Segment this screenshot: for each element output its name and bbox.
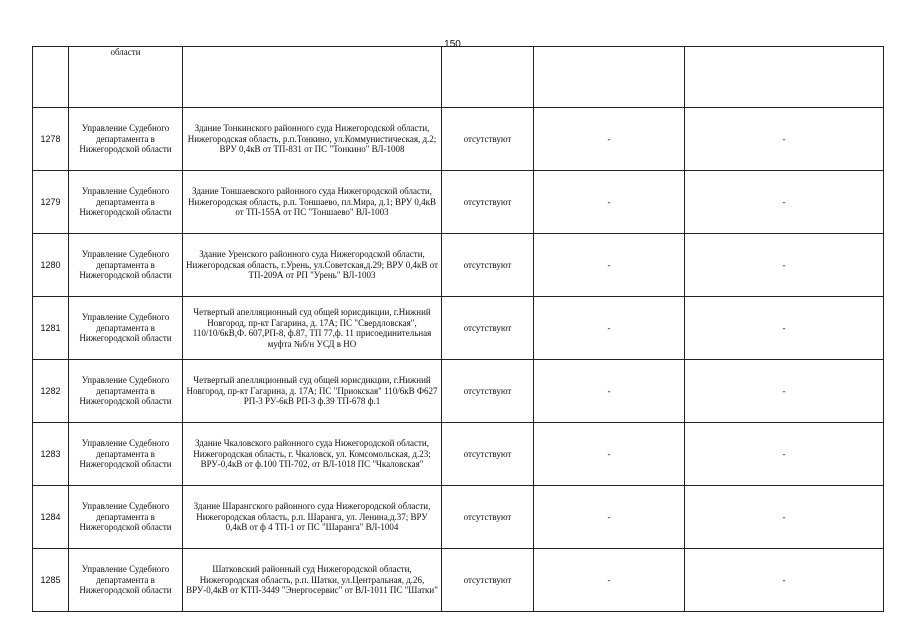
object-cell: Здание Тоншаевского районного суда Нижегородской области, Нижегородская область, р.п. Тоншаево, пл.Мира, д.1; ВРУ 0,4кВ от ТП-155А от ПС "Тоншаево" ВЛ-1003	[183, 171, 442, 234]
facilities-table	[32, 46, 884, 612]
object-cell: Четвертый апелляционный суд общей юрисдикции, г.Нижний Новгород, пр-кт Гагарина, д. 17А; ПС "Приокская" 110/6кВ Ф627 РП-3 РУ-6кВ РП-3 ф.39 ТП-678 ф.1	[183, 360, 442, 423]
table-row	[33, 108, 884, 171]
table-row	[33, 486, 884, 549]
organization-cell: Управление Судебного департамента в Нижегородской области	[69, 423, 183, 486]
column-5-cell: -	[534, 423, 685, 486]
row-number-cell	[33, 47, 69, 108]
column-6-cell: -	[685, 171, 884, 234]
organization-cell: Управление Судебного департамента в Нижегородской области	[69, 171, 183, 234]
status-cell: отсутствуют	[442, 360, 534, 423]
column-5-cell: -	[534, 108, 685, 171]
row-number-cell: 1282	[33, 360, 69, 423]
column-6-cell: -	[685, 549, 884, 612]
row-number-cell: 1285	[33, 549, 69, 612]
status-cell: отсутствуют	[442, 423, 534, 486]
table-row	[33, 171, 884, 234]
table-row	[33, 234, 884, 297]
status-cell: отсутствуют	[442, 234, 534, 297]
object-cell: Здание Чкаловского районного суда Нижегородской области, Нижегородская область, г. Чкаловск, ул. Комсомольская, д.23; ВРУ-0,4кВ от ф.100 ТП-702, от ВЛ-1018 ПС "Чкаловская"	[183, 423, 442, 486]
column-5-cell: -	[534, 360, 685, 423]
status-cell: отсутствуют	[442, 108, 534, 171]
column-5-cell: -	[534, 549, 685, 612]
status-cell: отсутствуют	[442, 297, 534, 360]
row-number-cell: 1283	[33, 423, 69, 486]
row-number-cell: 1280	[33, 234, 69, 297]
column-5-cell: -	[534, 234, 685, 297]
organization-cell: Управление Судебного департамента в Нижегородской области	[69, 486, 183, 549]
column-6-cell: -	[685, 423, 884, 486]
organization-cell: Управление Судебного департамента в Нижегородской области	[69, 108, 183, 171]
status-cell: отсутствуют	[442, 549, 534, 612]
column-6-cell: -	[685, 297, 884, 360]
column-5-cell: -	[534, 171, 685, 234]
row-number-cell: 1284	[33, 486, 69, 549]
table-row	[33, 549, 884, 612]
organization-cell: Управление Судебного департамента в Нижегородской области	[69, 360, 183, 423]
object-cell: Здание Тонкинского районного суда Нижегородской области, Нижегородская область, р.п.Тонкино, ул.Коммунистическая, д.2; ВРУ 0,4кВ от ТП-831 от ПС "Тонкино" ВЛ-1008	[183, 108, 442, 171]
organization-cell: Управление Судебного департамента в Нижегородской области	[69, 549, 183, 612]
row-number-cell: 1278	[33, 108, 69, 171]
column-6-cell: -	[685, 486, 884, 549]
column-6-cell: -	[685, 234, 884, 297]
table-row	[33, 360, 884, 423]
column-6-cell: -	[685, 108, 884, 171]
column-6-cell: -	[685, 360, 884, 423]
continued-row	[33, 47, 884, 108]
status-cell: отсутствуют	[442, 171, 534, 234]
organization-cell: Управление Судебного департамента в Нижегородской области	[69, 297, 183, 360]
table-row	[33, 297, 884, 360]
object-cell: Шатковский районный суд Нижегородской области, Нижегородская область, р.п. Шатки, ул.Центральная, д.26, ВРУ-0,4кВ от КТП-3449 "Энергосервис" от ВЛ-1011 ПС "Шатки"	[183, 549, 442, 612]
column-5-cell: -	[534, 486, 685, 549]
object-cell: Здание Шарангского районного суда Нижегородской области, Нижегородская область, р.п. Шаранга, ул. Ленина,д.37; ВРУ 0,4кВ от ф 4 ТП-1 от ПС "Шаранга" ВЛ-1004	[183, 486, 442, 549]
column-6-cell	[685, 47, 884, 108]
column-5-cell: -	[534, 297, 685, 360]
page-number: 150	[444, 39, 461, 50]
table-row	[33, 423, 884, 486]
status-cell	[442, 47, 534, 108]
organization-cell: Управление Судебного департамента в Нижегородской области	[69, 234, 183, 297]
row-number-cell: 1279	[33, 171, 69, 234]
object-cell	[183, 47, 442, 108]
column-5-cell	[534, 47, 685, 108]
organization-cell: области	[69, 47, 183, 108]
object-cell: Четвертый апелляционный суд общей юрисдикции, г.Нижний Новгород, пр-кт Гагарина, д. 17А; ПС "Свердловская", 110/10/6кВ,Ф. 607,РП-8, ф.87, ТП 77,ф. 11 присоединительная муфта №б/н УСД в НО	[183, 297, 442, 360]
object-cell: Здание Уренского районного суда Нижегородской области, Нижегородская область, г.Урень, ул.Советская,д.29; ВРУ 0,4кВ от ТП-209А от РП "Урень" ВЛ-1003	[183, 234, 442, 297]
row-number-cell: 1281	[33, 297, 69, 360]
status-cell: отсутствуют	[442, 486, 534, 549]
